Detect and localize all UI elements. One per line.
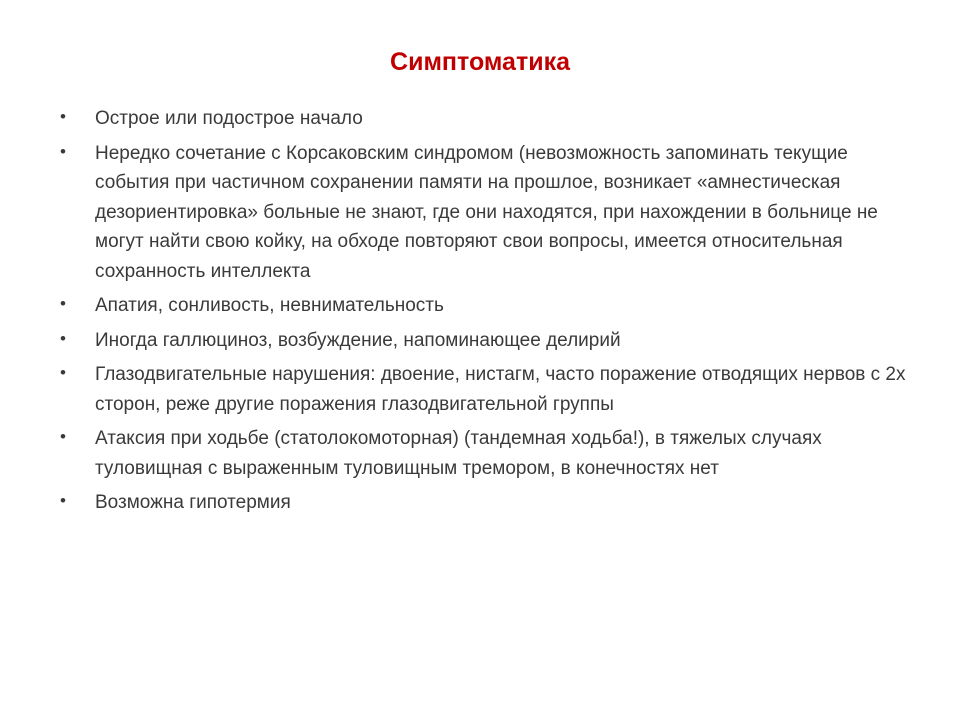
slide-title: Симптоматика [390, 48, 570, 76]
bullet-icon: • [60, 491, 66, 510]
list-item [60, 104, 920, 134]
list-item [60, 139, 920, 287]
bullet-icon: • [60, 363, 66, 382]
bullet-icon: • [60, 141, 66, 161]
list-item-text: Атаксия при ходьбе (статолокомоторная) (тандемная ходьба!), в тяжелых случаях туловищная с выраженным туловищным тремором, в конечностях нет [95, 428, 822, 479]
list-item [60, 424, 920, 483]
list-item [60, 488, 920, 518]
list-item-text: Апатия, сонливость, невнимательность [95, 295, 444, 316]
bullet-icon: • [60, 328, 66, 348]
list-item [60, 360, 920, 419]
symptom-list [60, 104, 920, 523]
bullet-icon: • [60, 427, 66, 446]
bullet-icon: • [60, 294, 66, 313]
list-item [60, 326, 920, 356]
list-item-text: Глазодвигательные нарушения: двоение, нистагм, часто поражение отводящих нервов с 2х сторон, реже другие поражения глазодвигательной группы [95, 364, 906, 415]
list-item-text: Иногда галлюциноз, возбуждение, напоминающее делирий [95, 329, 621, 351]
list-item-text: Нередко сочетание с Корсаковским синдромом (невозможность запоминать текущие события при частичном сохранении памяти на прошлое, возникает «амнестическая дезориентировка» больные не знают, где они находятся, при нахождении в больнице не могут найти свою койку, на обходе повторяют свои вопросы, имеется относительная сохранность интеллекта [95, 142, 878, 282]
list-item-text: Острое или подострое начало [95, 108, 363, 129]
bullet-icon: • [60, 107, 66, 126]
list-item-text: Возможна гипотермия [95, 492, 291, 513]
list-item [60, 291, 920, 321]
